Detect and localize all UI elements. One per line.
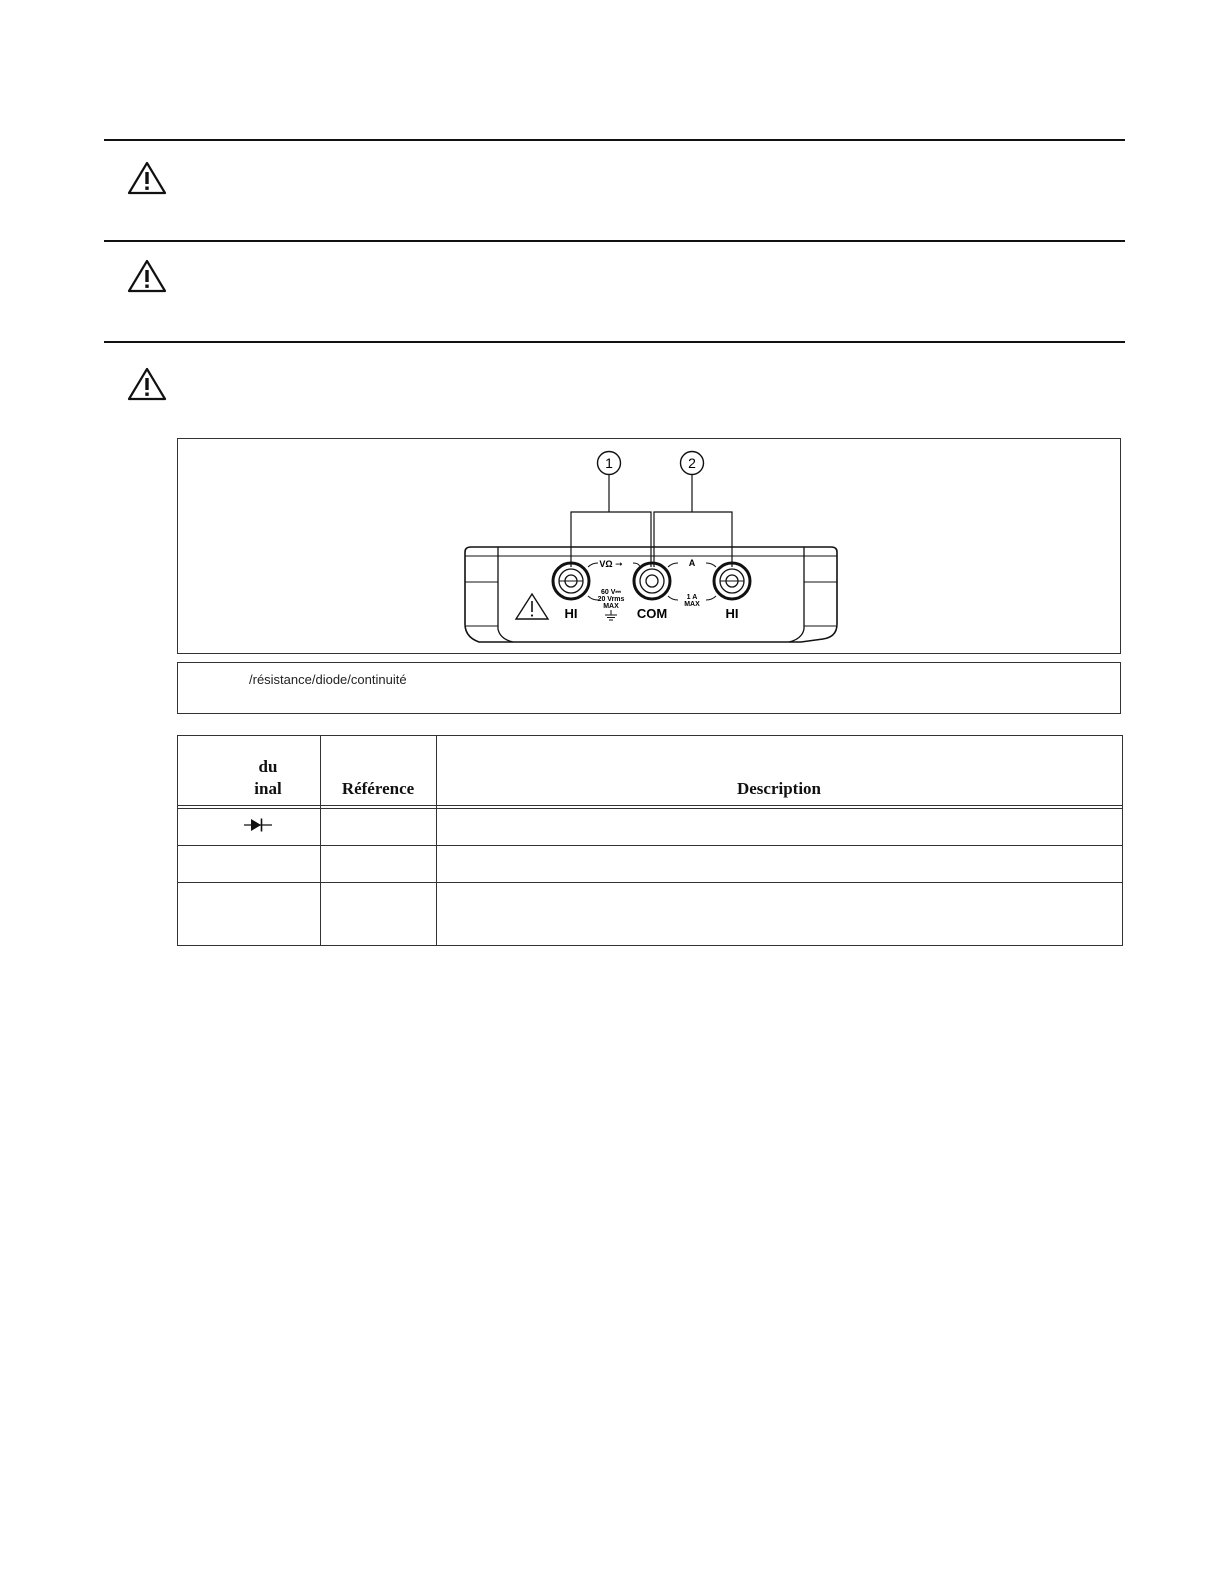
terminal-figure — [177, 438, 1121, 654]
section-divider — [104, 139, 1125, 141]
jack-com — [634, 563, 670, 599]
label-volt-rating-1: 60 V⎓ — [601, 589, 621, 596]
label-amp-rating-2: MAX — [684, 601, 700, 608]
label-hi-left: HI — [564, 606, 578, 621]
jack-hi-left — [553, 563, 589, 599]
legend-item: /résistance/diode/continuité — [249, 672, 407, 687]
label-volt-rating-2: 20 Vrms — [597, 596, 625, 603]
terminal-table — [177, 735, 1123, 946]
header-reference: Référence — [341, 779, 415, 798]
caution-icon — [127, 160, 167, 196]
callout-2-label: 2 — [688, 455, 696, 471]
jack-hi-right — [714, 563, 750, 599]
section-divider — [104, 341, 1125, 343]
callout-1-label: 1 — [605, 455, 613, 471]
caution-icon — [127, 366, 167, 402]
header-description: Description — [736, 779, 822, 798]
label-volt-rating-3: MAX — [603, 603, 619, 610]
label-volt-ohm-diode: VΩ ➞ — [599, 559, 623, 569]
figure-legend — [177, 662, 1121, 714]
header-terminal-line1: du — [258, 757, 278, 776]
label-amp-rating-1: 1 A — [686, 594, 698, 601]
label-hi-right: HI — [725, 606, 739, 621]
label-amp: A — [688, 558, 696, 568]
header-terminal-line2: inal — [254, 779, 282, 798]
section-divider — [104, 240, 1125, 242]
dmm-terminal-drawing — [178, 439, 1122, 655]
ground-icon — [605, 610, 617, 620]
caution-icon — [127, 258, 167, 294]
label-com: COM — [636, 606, 668, 621]
diode-icon — [243, 817, 273, 833]
